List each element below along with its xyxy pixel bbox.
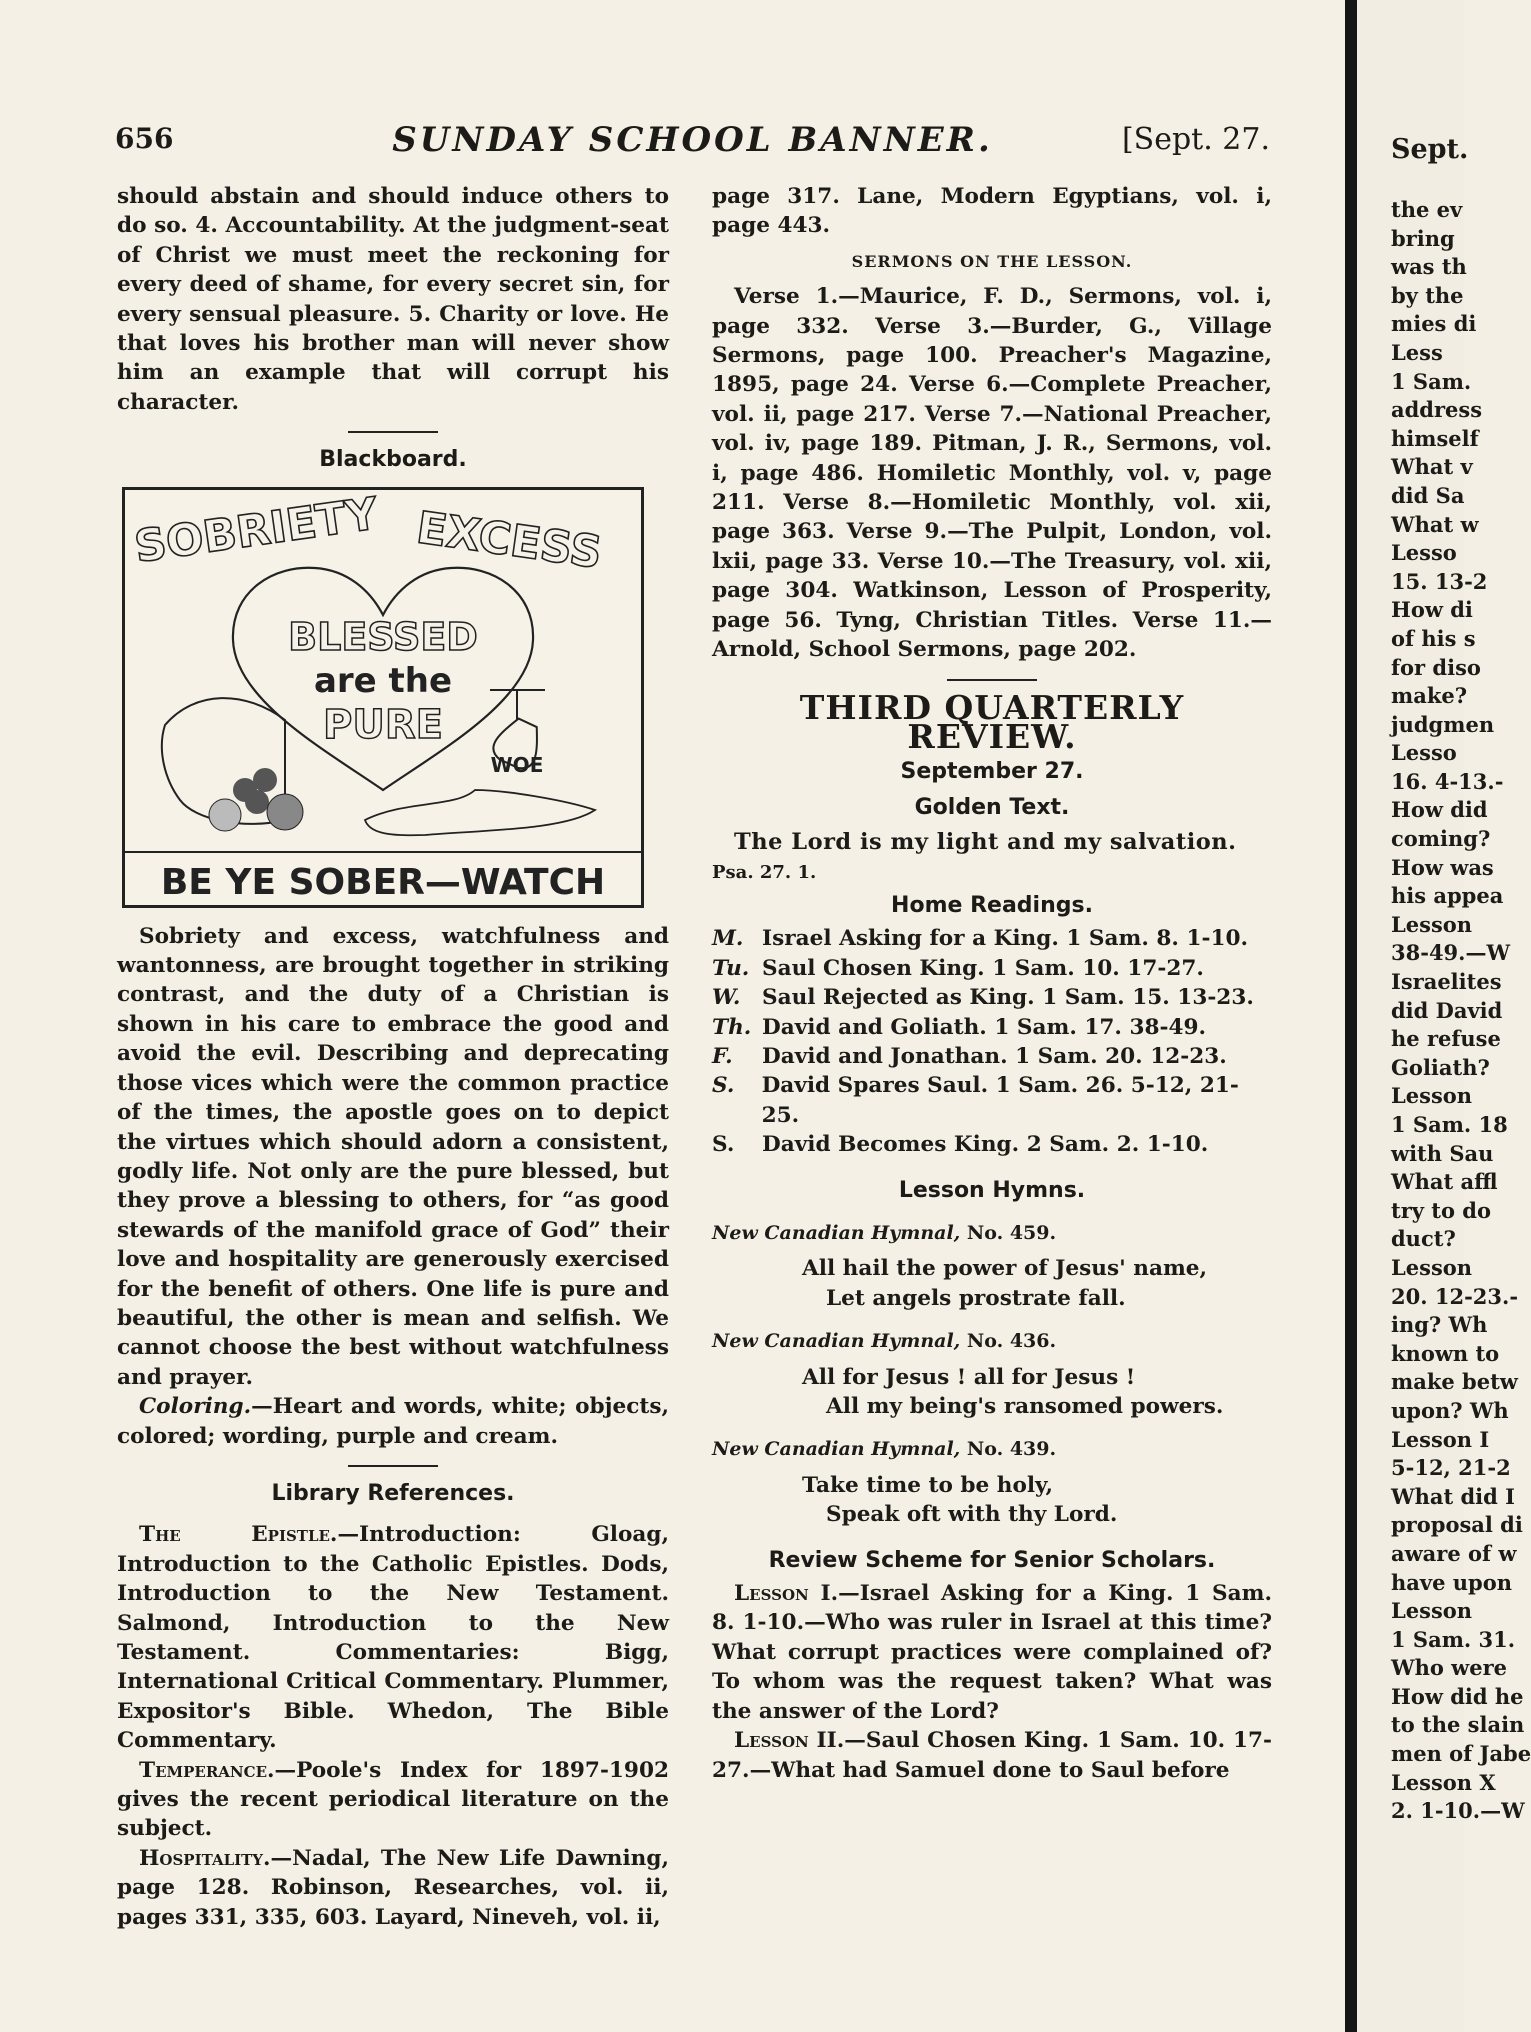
adjacent-page-line: Less [1391, 339, 1443, 365]
adjacent-page-line: did David [1391, 997, 1503, 1023]
adjacent-page-line: men of Jabe [1391, 1741, 1531, 1767]
reading-text: David and Jonathan. 1 Sam. 20. 12-23. [762, 1043, 1227, 1069]
adjacent-page-line: did Sa [1391, 482, 1465, 508]
hymns-heading: Lesson Hymns. [898, 1177, 1086, 1203]
coloring-paragraph [117, 1392, 669, 1451]
home-readings-heading: Home Readings. [891, 892, 1093, 918]
hymn-source-title: New Canadian Hymnal, [712, 1330, 961, 1353]
reading-text: Saul Rejected as King. 1 Sam. 15. 13-23. [762, 985, 1254, 1011]
adjacent-page-line: 2. 1-10.—W [1391, 1798, 1525, 1824]
reading-day: S. [712, 1132, 735, 1158]
hymn-source-title: New Canadian Hymnal, [712, 1222, 961, 1244]
list-item [712, 983, 1272, 1012]
epistle-paragraph [117, 1520, 669, 1755]
list-item [712, 1042, 1272, 1071]
adjacent-page-line: to the slain [1391, 1712, 1525, 1738]
adjacent-page-line: 16. 4-13.- [1391, 768, 1504, 794]
adjacent-page-line: 5-12, 21-2 [1391, 1455, 1511, 1481]
adjacent-page-line: duct? [1391, 1226, 1456, 1252]
adjacent-page-line: Lesson [1391, 1598, 1473, 1624]
review-title: THIRD QUARTERLY REVIEW. [799, 687, 1185, 756]
review-date: September 27. [900, 759, 1084, 785]
adjacent-page-line: 20. 12-23.- [1391, 1283, 1519, 1309]
reading-day: Tu. [712, 955, 750, 981]
heart-line-1: BLESSED [288, 614, 478, 659]
page-title: SUNDAY SCHOOL BANNER. [392, 120, 993, 160]
hymn-number: No. 459. [966, 1222, 1057, 1244]
adjacent-page-line: ing? Wh [1391, 1312, 1488, 1338]
adjacent-page-line: his appea [1391, 883, 1504, 909]
epistle-text: —Introduction: Gloag, Introduction to the Catholic Epistles. Dods, Introduction to the New Testament. Salmond, Introduction to the New Testament. Commentaries: Bigg, International Critical Commentary. Plummer, Expositor's Bible. Whedon, The Bible Commentary. [117, 1522, 669, 1754]
temperance-paragraph [117, 1756, 669, 1844]
adjacent-page-text [1391, 196, 1531, 1826]
adjacent-page-line: known to [1391, 1340, 1500, 1366]
adjacent-page-line: mies di [1391, 311, 1477, 337]
coloring-text: —Heart and words, white; objects, colored; wording, purple and cream. [117, 1394, 669, 1449]
blackboard-illustration [122, 487, 644, 908]
blackboard-heading: Blackboard. [319, 447, 467, 473]
adjacent-page-line: Lesson [1391, 1083, 1473, 1109]
blackboard-paragraph: Sobriety and excess, watchfulness and wantonness, are brought together in striking contrast, and the duty of a Christian is shown in his care to embrace the good and avoid the evil. Describing and deprecating those vices which were the common practice of the times, the apostle goes on to depict the virtues which should adorn a consistent, godly life. Not only are the pure blessed, but they prove a blessing to others, for “as good stewards of the manifold grace of God” their love and hospitality are generously exercised for the benefit of others. One life is pure and beautiful, the other is mean and selfish. We cannot choose the best without watchfulness and prayer. [117, 923, 669, 1390]
adjacent-page-line: judgmen [1391, 711, 1495, 737]
adjacent-page-line: How did he [1391, 1683, 1524, 1709]
adjacent-page-line: Lesson [1391, 1254, 1473, 1280]
list-item [712, 954, 1272, 983]
adjacent-page-header: Sept. [1391, 134, 1469, 165]
reading-day: S. [712, 1073, 735, 1099]
heart-line-2: are the [313, 660, 453, 701]
adjacent-page-line: How did [1391, 797, 1488, 823]
adjacent-page-fragment [1357, 0, 1531, 2032]
binding-gutter [1345, 0, 1357, 2032]
divider [348, 1465, 438, 1467]
golden-text-heading: Golden Text. [914, 794, 1070, 820]
adjacent-page-line: upon? Wh [1391, 1397, 1509, 1423]
list-item [712, 1013, 1272, 1042]
blackboard-word-right: EXCESS [413, 502, 605, 579]
adjacent-page-line: 38-49.—W [1391, 940, 1511, 966]
adjacent-page-line: What w [1391, 511, 1479, 537]
adjacent-page-line: Who were [1391, 1655, 1508, 1681]
hymn-line: All my being's ransomed powers. [826, 1394, 1224, 1420]
adjacent-page-line: How was [1391, 854, 1494, 880]
review-scheme-heading: Review Scheme for Senior Scholars. [768, 1547, 1216, 1573]
lesson-1-paragraph [712, 1579, 1272, 1726]
hymn-line: Let angels prostrate fall. [826, 1285, 1126, 1311]
adjacent-page-line: for diso [1391, 654, 1481, 680]
hymn-line: All hail the power of Jesus' name, [802, 1256, 1208, 1282]
adjacent-page-line: have upon [1391, 1569, 1512, 1595]
temperance-text: —Poole's Index for 1897-1902 gives the recent periodical literature on the subject. [117, 1757, 669, 1842]
adjacent-page-line: proposal di [1391, 1512, 1523, 1538]
golden-text: The Lord is my light and my salvation. [734, 829, 1237, 856]
page-date: [Sept. 27. [1121, 122, 1270, 157]
reading-text: David Spares Saul. 1 Sam. 26. 5-12, 21-25. [761, 1073, 1239, 1128]
home-readings-list [712, 924, 1272, 1159]
adjacent-page-line: of his s [1391, 625, 1476, 651]
hymn-number: No. 439. [966, 1438, 1057, 1461]
adjacent-page-line: by the [1391, 282, 1464, 308]
adjacent-page-line: aware of w [1391, 1540, 1517, 1566]
reading-day: F. [712, 1043, 733, 1069]
adjacent-page-line: try to do [1391, 1197, 1491, 1223]
list-item [712, 924, 1272, 953]
lesson-2-text: —Saul Chosen King. 1 Sam. 10. 17-27.—What had Samuel done to Saul before [712, 1728, 1273, 1783]
right-column [712, 182, 1272, 1785]
adjacent-page-line: Israelites [1391, 969, 1502, 995]
hymn-line: Speak oft with thy Lord. [826, 1502, 1118, 1528]
blackboard-drawing [125, 487, 641, 905]
adjacent-page-line: with Sau [1391, 1140, 1494, 1166]
reading-day: W. [712, 985, 741, 1011]
hospitality-label: Hospitality. [139, 1845, 271, 1871]
reading-day: M. [712, 926, 744, 952]
hymn-line: All for Jesus ! all for Jesus ! [802, 1364, 1136, 1390]
reading-text: Saul Chosen King. 1 Sam. 10. 17-27. [762, 955, 1204, 981]
hymn-line: Take time to be holy, [802, 1472, 1054, 1498]
adjacent-page-line: himself [1391, 425, 1479, 451]
page-number: 656 [115, 122, 174, 155]
hymn-source-title: New Canadian Hymnal, [712, 1438, 961, 1461]
hospitality-paragraph [117, 1844, 669, 1932]
blackboard-bottom-line: BE YE SOBER—WATCH [160, 861, 606, 903]
adjacent-page-line: make betw [1391, 1369, 1518, 1395]
grape [245, 790, 269, 814]
left-column [117, 182, 669, 1932]
library-heading: Library References. [271, 1480, 515, 1506]
adjacent-page-line: was th [1391, 254, 1467, 280]
fruit [267, 794, 303, 830]
adjacent-page-line: Lesson [1391, 911, 1473, 937]
blackboard-word-left: SOBRIETY [131, 487, 381, 573]
divider [947, 679, 1037, 681]
adjacent-page-line: What v [1391, 454, 1473, 480]
reading-text: David and Goliath. 1 Sam. 17. 38-49. [762, 1014, 1207, 1040]
hymn-source [712, 1435, 1272, 1464]
adjacent-page-line: Lesso [1391, 740, 1457, 766]
adjacent-page-line: coming? [1391, 826, 1491, 852]
continuation-paragraph: page 317. Lane, Modern Egyptians, vol. i, page 443. [712, 184, 1272, 239]
adjacent-page-line: Lesso [1391, 540, 1457, 566]
adjacent-page-line: Lesson I [1391, 1426, 1490, 1452]
epistle-label: The Epistle. [139, 1522, 338, 1548]
hymn-number: No. 436. [966, 1330, 1057, 1353]
hospitality-text: —Nadal, The New Life Dawning, page 128. Robinson, Researches, vol. ii, pages 331, 335, 603. Layard, Nineveh, vol. ii, [117, 1845, 669, 1930]
hymn-source [712, 1327, 1272, 1356]
adjacent-page-line: 1 Sam. 31. [1391, 1626, 1516, 1652]
golden-text-ref: Psa. 27. 1. [712, 861, 817, 883]
adjacent-page-line: What did I [1391, 1483, 1515, 1509]
adjacent-page-line: address [1391, 397, 1483, 423]
temperance-label: Temperance. [139, 1757, 275, 1783]
adjacent-page-line: make? [1391, 683, 1468, 709]
divider [348, 431, 438, 433]
lesson-1-label: Lesson I. [734, 1581, 839, 1607]
list-item [712, 1071, 1272, 1130]
heart-line-3: PURE [323, 701, 443, 748]
sermons-heading: SERMONS ON THE LESSON. [851, 251, 1133, 271]
intro-paragraph: should abstain and should induce others to do so. 4. Accountability. At the judgment-seat of Christ we must meet the reckoning for every deed of shame, for every secret sin, for every sensual pleasure. 5. Charity or love. He that loves his brother man will never show him an example that will corrupt his character. [117, 184, 669, 415]
sermons-paragraph: Verse 1.—Maurice, F. D., Sermons, vol. i, page 332. Verse 3.—Burder, G., Village Sermons, page 100. Preacher's Magazine, 1895, page 24. Verse 6.—Complete Preacher, vol. ii, page 217. Verse 7.—National Preacher, vol. iv, page 189. Pitman, J. R., Sermons, vol. i, page 486. Homiletic Monthly, vol. v, page 211. Verse 8.—Homiletic Monthly, vol. xii, page 363. Verse 9.—The Pulpit, London, vol. lxii, page 33. Verse 10.—The Treasury, vol. xii, page 304. Watkinson, Lesson of Prosperity, page 56. Tyng, Christian Titles. Verse 11.—Arnold, School Sermons, page 202. [712, 284, 1272, 663]
adjacent-page-line: the ev [1391, 197, 1463, 222]
adjacent-page-line: 1 Sam. [1391, 368, 1472, 394]
lesson-1-text: —Israel Asking for a King. 1 Sam. 8. 1-10.—Who was ruler in Israel at this time? What corrupt practices were complained of? To whom was the request taken? What was the answer of the Lord? [712, 1581, 1272, 1724]
adjacent-page-line: bring [1391, 225, 1455, 251]
lesson-2-paragraph [712, 1726, 1272, 1785]
adjacent-page-line: Goliath? [1391, 1054, 1490, 1080]
adjacent-page-line: How di [1391, 597, 1473, 623]
fruit [209, 799, 241, 831]
reading-text: David Becomes King. 2 Sam. 2. 1-10. [762, 1132, 1209, 1158]
hymn-source [712, 1219, 1272, 1248]
adjacent-page-line: he refuse [1391, 1026, 1501, 1052]
adjacent-page-line: What affl [1391, 1169, 1498, 1195]
lesson-2-label: Lesson II. [734, 1728, 845, 1754]
list-item [712, 1130, 1272, 1159]
reading-day: Th. [712, 1014, 752, 1040]
page-header [115, 118, 1270, 162]
coloring-label: Coloring. [139, 1394, 252, 1420]
adjacent-page-line: Lesson X [1391, 1769, 1496, 1795]
adjacent-page-line: 15. 13-2 [1391, 568, 1488, 594]
adjacent-page-line: 1 Sam. 18 [1391, 1112, 1508, 1137]
grape [253, 768, 277, 792]
reading-text: Israel Asking for a King. 1 Sam. 8. 1-10. [762, 926, 1249, 952]
glass-label: WOE [490, 752, 544, 777]
spill-puddle [365, 790, 595, 835]
